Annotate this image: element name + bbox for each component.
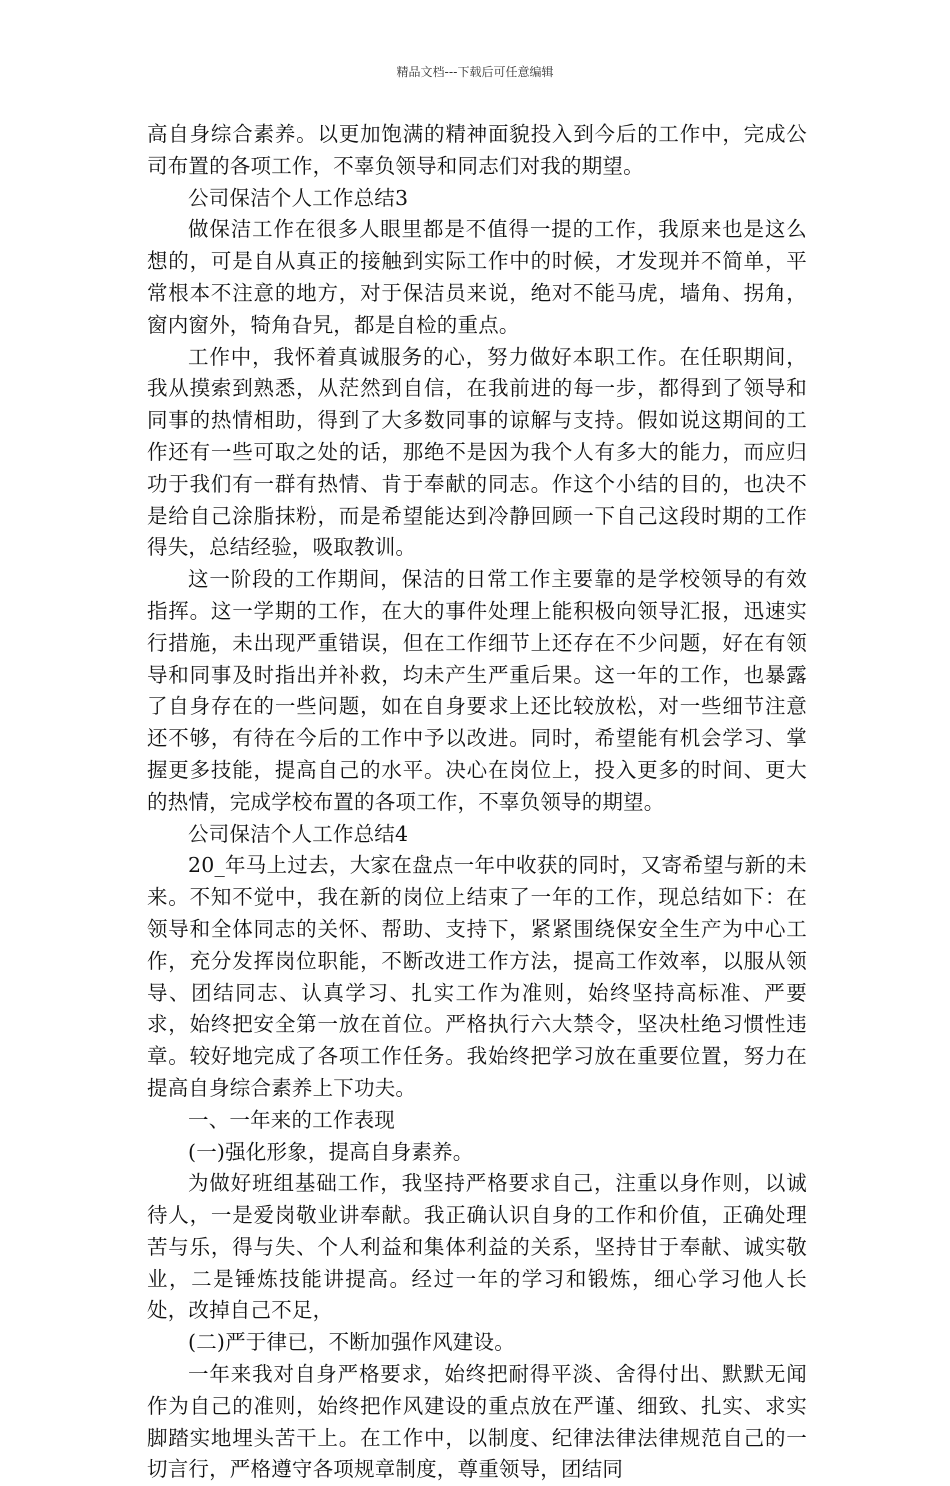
paragraph-continuation: 高自身综合素养。以更加饱满的精神面貌投入到今后的工作中，完成公司布置的各项工作，不辜负领导和同志们对我的期望。 [147, 122, 807, 178]
paragraph: 这一阶段的工作期间，保洁的日常工作主要靠的是学校领导的有效指挥。这一学期的工作，在大的事件处理上能积极向领导汇报，迅速实行措施，未出现严重错误，但在工作细节上还存在不少问题，好在有领导和同事及时指出并补救，均未产生严重后果。这一年的工作，也暴露了自身存在的一些问题，如在自身要求上还比较放松，对一些细节注意还不够，有待在今后的工作中予以改进。同时，希望能有机会学习、掌握更多技能，提高自己的水平。决心在岗位上，投入更多的时间、更大的热情，完成学校布置的各项工作，不辜负领导的期望。 [147, 567, 807, 814]
paragraph: 为做好班组基础工作，我坚持严格要求自己，注重以身作则，以诚待人，一是爱岗敬业讲奉献。我正确认识自身的工作和价值，正确处理苦与乐，得与失、个人利益和集体利益的关系，坚持甘于奉献、诚实敬业，二是锤炼技能讲提高。经过一年的学习和锻炼，细心学习他人长处，改掉自己不足， [147, 1171, 807, 1323]
page-header: 精品文档---下载后可任意编辑 [396, 65, 554, 79]
section-title-4: 公司保洁个人工作总结4 [188, 821, 409, 846]
document-body [147, 119, 807, 1486]
subheading: 一、一年来的工作表现 [188, 1107, 395, 1132]
section-title-3: 公司保洁个人工作总结3 [188, 185, 409, 210]
paragraph: 做保洁工作在很多人眼里都是不值得一提的工作，我原来也是这么想的，可是自从真正的接触到实际工作中的时候，才发现并不简单，平常根本不注意的地方，对于保洁员来说，绝对不能马虎，墙角、拐角，窗内窗外，犄角旮旯，都是自检的重点。 [147, 217, 807, 337]
subheading: (一)强化形象，提高自身素养。 [188, 1139, 474, 1164]
paragraph: 20_年马上过去，大家在盘点一年中收获的同时，又寄希望与新的未来。不知不觉中，我在新的岗位上结束了一年的工作，现总结如下：在领导和全体同志的关怀、帮助、支持下，紧紧围绕保安全生产为中心工作，充分发挥岗位职能，不断改进工作方法，提高工作效率，以服从领导、团结同志、认真学习、扎实工作为准则，始终坚持高标准、严要求，始终把安全第一放在首位。严格执行六大禁令，坚决杜绝习惯性违章。较好地完成了各项工作任务。我始终把学习放在重要位置，努力在提高自身综合素养上下功夫。 [147, 853, 807, 1100]
subheading: (二)严于律已，不断加强作风建设。 [188, 1330, 515, 1355]
paragraph: 一年来我对自身严格要求，始终把耐得平淡、舍得付出、默默无闻作为自己的准则，始终把作风建设的重点放在严谨、细致、扎实、求实脚踏实地埋头苦干上。在工作中，以制度、纪律法律法律规范自己的一切言行，严格遵守各项规章制度，尊重领导，团结同 [147, 1362, 807, 1482]
paragraph: 工作中，我怀着真诚服务的心，努力做好本职工作。在任职期间，我从摸索到熟悉，从茫然到自信，在我前进的每一步，都得到了领导和同事的热情相助，得到了大多数同事的谅解与支持。假如说这期间的工作还有一些可取之处的话，那绝不是因为我个人有多大的能力，而应归功于我们有一群有热情、肯于奉献的同志。作这个小结的目的，也决不是给自己涂脂抹粉，而是希望能达到冷静回顾一下自己这段时期的工作得失，总结经验，吸取教训。 [147, 344, 807, 560]
